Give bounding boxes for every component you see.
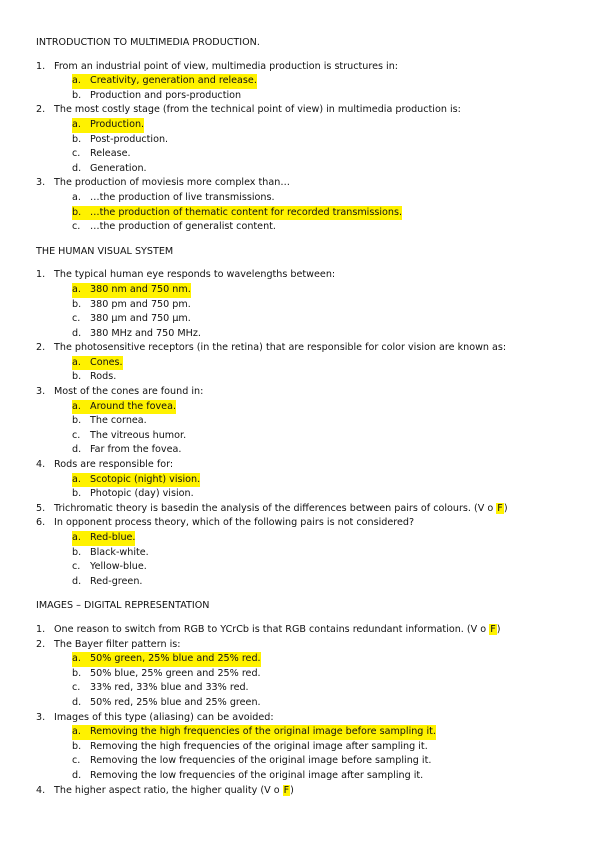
section-title: THE HUMAN VISUAL SYSTEM [36, 245, 174, 257]
option [36, 220, 564, 235]
option-text: …the production of live transmissions. [90, 191, 275, 203]
question-number: 1. [36, 60, 46, 72]
option-text: Generation. [90, 162, 147, 174]
option-text: Removing the low frequencies of the original image before sampling it. [90, 755, 432, 767]
option [36, 560, 564, 575]
option-letter: c. [72, 755, 81, 767]
option-correct [36, 74, 564, 89]
option-letter: b. [72, 740, 82, 752]
question-number: 6. [36, 517, 46, 529]
option-correct [36, 652, 564, 667]
option-letter: a. [72, 118, 81, 130]
question-text: Most of the cones are found in: [54, 386, 204, 398]
question-number: 1. [36, 269, 46, 281]
option-letter: c. [72, 682, 81, 694]
option-letter: b. [72, 133, 82, 145]
option-body [72, 429, 186, 444]
option-body [72, 220, 276, 235]
option-text: Around the fovea. [90, 400, 177, 412]
option-text: Creativity, generation and release. [90, 75, 257, 87]
question-number: 2. [36, 104, 46, 116]
section-spacer [36, 235, 564, 245]
option-letter: a. [72, 473, 81, 485]
question [36, 502, 564, 517]
option-body [72, 667, 261, 682]
question [36, 623, 564, 638]
question [36, 341, 564, 356]
option-text: Cones. [90, 356, 123, 368]
question-number: 4. [36, 459, 46, 471]
question-text-wrapper [54, 623, 564, 638]
option [36, 327, 564, 342]
option-text: 380 µm and 750 µm. [90, 313, 191, 325]
question-number: 3. [36, 711, 46, 723]
option-text: 380 nm and 750 nm. [90, 283, 191, 295]
answer-highlight [72, 283, 191, 298]
question-text-wrapper [54, 176, 564, 191]
option [36, 414, 564, 429]
answer-highlight [72, 118, 144, 133]
option-letter: c. [72, 221, 81, 233]
option-letter: a. [72, 75, 81, 87]
section-spacer [36, 589, 564, 599]
question [36, 784, 564, 799]
question [36, 638, 564, 653]
option-letter: d. [72, 769, 82, 781]
question-text-wrapper [54, 385, 564, 400]
question-text: From an industrial point of view, multimedia production is structures in: [54, 60, 399, 72]
answer-highlight [72, 74, 257, 89]
option-text: Red-blue. [90, 532, 136, 543]
option-body [72, 191, 275, 206]
true-false-answer: F [497, 502, 503, 514]
answer-highlight [72, 473, 200, 488]
option-text: The vitreous humor. [90, 429, 187, 441]
option-letter: d. [72, 696, 82, 708]
question-text-wrapper [54, 516, 564, 531]
question-text: In opponent process theory, which of the following pairs is not considered? [54, 517, 415, 529]
option-body [72, 681, 249, 696]
question-list [36, 268, 564, 589]
question-number: 5. [36, 502, 46, 514]
question-text-wrapper [54, 341, 564, 356]
question-text-wrapper [54, 784, 564, 799]
question-text: One reason to switch from RGB to YCrCb is that RGB contains redundant information. (V o [54, 623, 490, 635]
option-body [72, 696, 261, 711]
question-number: 3. [36, 386, 46, 398]
question-text-wrapper [54, 458, 564, 473]
option-correct [36, 400, 564, 415]
question-text: Trichromatic theory is basedin the analysis of the differences between pairs of colours. (V o [54, 502, 497, 514]
option-letter: b. [72, 667, 82, 679]
question-text-wrapper [54, 502, 564, 517]
question-number: 3. [36, 177, 46, 189]
option-text: Yellow-blue. [90, 561, 147, 573]
option-body [72, 575, 142, 590]
option [36, 429, 564, 444]
option-letter: a. [72, 726, 81, 738]
option-letter: b. [72, 206, 82, 218]
question [36, 60, 564, 75]
answer-close-paren: ) [496, 623, 501, 635]
option-text: Release. [90, 148, 131, 160]
option-text: The cornea. [90, 415, 147, 427]
option-letter: b. [72, 371, 82, 383]
question [36, 516, 564, 531]
option-text: 33% red, 33% blue and 33% red. [90, 682, 249, 694]
option [36, 312, 564, 327]
option-text: 380 MHz and 750 MHz. [90, 327, 201, 339]
question [36, 711, 564, 726]
question [36, 176, 564, 191]
option-letter: a. [72, 532, 81, 543]
question-number: 4. [36, 784, 46, 796]
option-letter: a. [72, 191, 81, 203]
question-number: 2. [36, 342, 46, 354]
option [36, 575, 564, 590]
option [36, 298, 564, 313]
question-list [36, 623, 564, 798]
option-correct [36, 356, 564, 371]
option-letter: b. [72, 415, 82, 427]
option [36, 443, 564, 458]
option [36, 754, 564, 769]
option-text: Removing the high frequencies of the original image before sampling it. [90, 726, 436, 738]
option-letter: d. [72, 444, 82, 456]
option-letter: c. [72, 148, 81, 160]
answer-highlight [72, 206, 402, 221]
option-text: Removing the low frequencies of the original image after sampling it. [90, 769, 424, 781]
question-text-wrapper [54, 60, 564, 75]
option-letter: a. [72, 653, 81, 665]
option [36, 191, 564, 206]
option-text: Rods. [90, 371, 117, 383]
option-text: 50% green, 25% blue and 25% red. [90, 653, 261, 665]
question [36, 103, 564, 118]
option-correct [36, 206, 564, 221]
option-body [72, 443, 181, 458]
option-text: Photopic (day) vision. [90, 488, 194, 500]
option-body [72, 414, 147, 429]
section-title: IMAGES – DIGITAL REPRESENTATION [36, 600, 210, 612]
option-text: …the production of thematic content for recorded transmissions. [90, 206, 403, 218]
option [36, 89, 564, 104]
option-body [72, 487, 194, 502]
option-text: Black-white. [90, 546, 149, 558]
option-letter: a. [72, 283, 81, 295]
question-text-wrapper [54, 103, 564, 118]
question-list [36, 60, 564, 235]
option-letter: d. [72, 162, 82, 174]
answer-close-paren: ) [290, 784, 294, 796]
question-text: Images of this type (aliasing) can be avoided: [54, 711, 274, 723]
option-text: Scotopic (night) vision. [90, 473, 201, 485]
option-text: Removing the high frequencies of the original image after sampling it. [90, 740, 428, 752]
option-body [72, 560, 147, 575]
option-text: Red-green. [90, 575, 143, 587]
option [36, 681, 564, 696]
option [36, 769, 564, 784]
option-text: Production. [90, 118, 145, 130]
option-body [72, 133, 168, 148]
option-correct [36, 725, 564, 740]
option-body [72, 312, 191, 327]
question-text-wrapper [54, 268, 564, 283]
option [36, 370, 564, 385]
answer-highlight [72, 725, 436, 740]
question-text: The most costly stage (from the technical point of view) in multimedia production is: [54, 104, 461, 116]
option [36, 667, 564, 682]
question [36, 385, 564, 400]
option-body [72, 327, 201, 342]
question [36, 458, 564, 473]
option-correct [36, 283, 564, 298]
option-body [72, 298, 191, 313]
option-body [72, 370, 116, 385]
question-number: 1. [36, 623, 46, 635]
true-false-answer: F [283, 784, 290, 796]
option-body [72, 162, 147, 177]
option-text: Production and pors-production [90, 89, 242, 101]
answer-highlight [72, 652, 261, 667]
option-body [72, 769, 423, 784]
option-letter: b. [72, 298, 82, 310]
answer-highlight [72, 356, 123, 371]
option [36, 546, 564, 561]
option-text: 50% blue, 25% green and 25% red. [90, 667, 261, 679]
option-letter: b. [72, 546, 82, 558]
question-text: The typical human eye responds to wavelengths between: [54, 269, 336, 281]
option [36, 162, 564, 177]
option-correct [36, 531, 564, 546]
option [36, 740, 564, 755]
option [36, 133, 564, 148]
option-correct [36, 118, 564, 133]
option-body [72, 546, 149, 561]
option [36, 696, 564, 711]
option-letter: a. [72, 356, 81, 368]
question [36, 268, 564, 283]
question-text: The production of moviesis more complex than… [54, 177, 290, 189]
option-letter: b. [72, 89, 82, 101]
option-letter: c. [72, 561, 81, 573]
option-text: 50% red, 25% blue and 25% green. [90, 696, 261, 708]
option-body [72, 89, 241, 104]
option-letter: d. [72, 327, 82, 339]
option-body [72, 740, 428, 755]
option-letter: a. [72, 400, 81, 412]
option [36, 487, 564, 502]
option-letter: c. [72, 429, 81, 441]
question-text: The photosensitive receptors (in the retina) that are responsible for color vision are known as: [54, 342, 507, 354]
answer-highlight [72, 400, 176, 415]
option-correct [36, 473, 564, 488]
document-page [36, 36, 564, 798]
option-text: Far from the fovea. [90, 444, 182, 456]
question-number: 2. [36, 638, 46, 650]
option-letter: d. [72, 575, 82, 587]
option-body [72, 147, 131, 162]
question-text: The Bayer filter pattern is: [54, 638, 181, 650]
option [36, 147, 564, 162]
option-letter: c. [72, 313, 81, 325]
true-false-answer: F [490, 623, 496, 635]
option-text: Post-production. [90, 133, 169, 145]
option-letter: b. [72, 488, 82, 500]
question-text: Rods are responsible for: [54, 459, 174, 471]
option-text: 380 pm and 750 pm. [90, 298, 191, 310]
question-text-wrapper [54, 711, 564, 726]
question-text-wrapper [54, 638, 564, 653]
answer-highlight [72, 531, 135, 546]
question-text: The higher aspect ratio, the higher quality (V o [54, 784, 283, 796]
option-text: …the production of generalist content. [90, 221, 276, 233]
section-title: INTRODUCTION TO MULTIMEDIA PRODUCTION. [36, 37, 260, 48]
option-body [72, 754, 431, 769]
answer-close-paren: ) [503, 502, 508, 514]
